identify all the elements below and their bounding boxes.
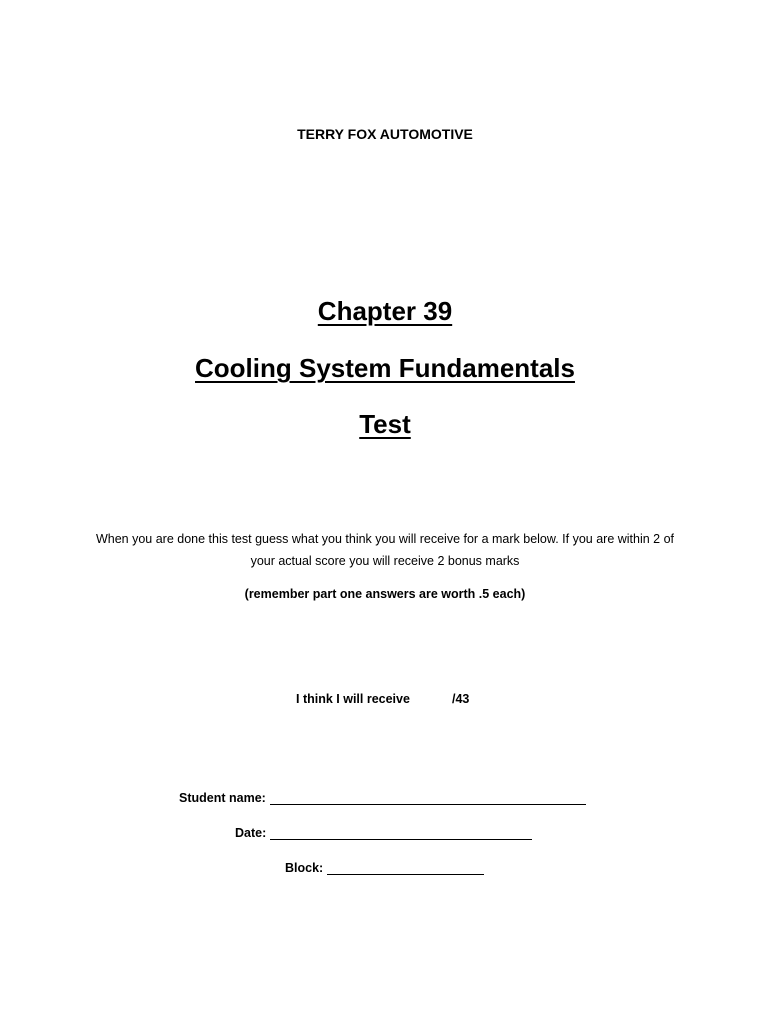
date-line[interactable] <box>270 826 532 840</box>
student-name-field <box>179 791 586 805</box>
organization-header: TERRY FOX AUTOMOTIVE <box>297 126 473 142</box>
student-name-line[interactable] <box>270 791 586 805</box>
student-name-label: Student name: <box>179 791 266 805</box>
reminder-note: (remember part one answers are worth .5 each) <box>244 587 526 601</box>
test-title: Test <box>359 409 411 439</box>
block-line[interactable] <box>327 861 484 875</box>
chapter-title: Chapter 39 <box>317 296 453 326</box>
block-field <box>285 861 484 875</box>
block-label: Block: <box>285 861 324 875</box>
guess-total: /43 <box>452 692 470 706</box>
date-field <box>235 826 532 840</box>
subject-title: Cooling System Fundamentals <box>195 353 575 383</box>
guess-label: I think I will receive <box>296 692 410 706</box>
date-label: Date: <box>235 826 267 840</box>
instructions-text: When you are done this test guess what you think you will receive for a mark below. If you are within 2 of your actual score you will receive 2 bonus marks <box>95 532 675 568</box>
